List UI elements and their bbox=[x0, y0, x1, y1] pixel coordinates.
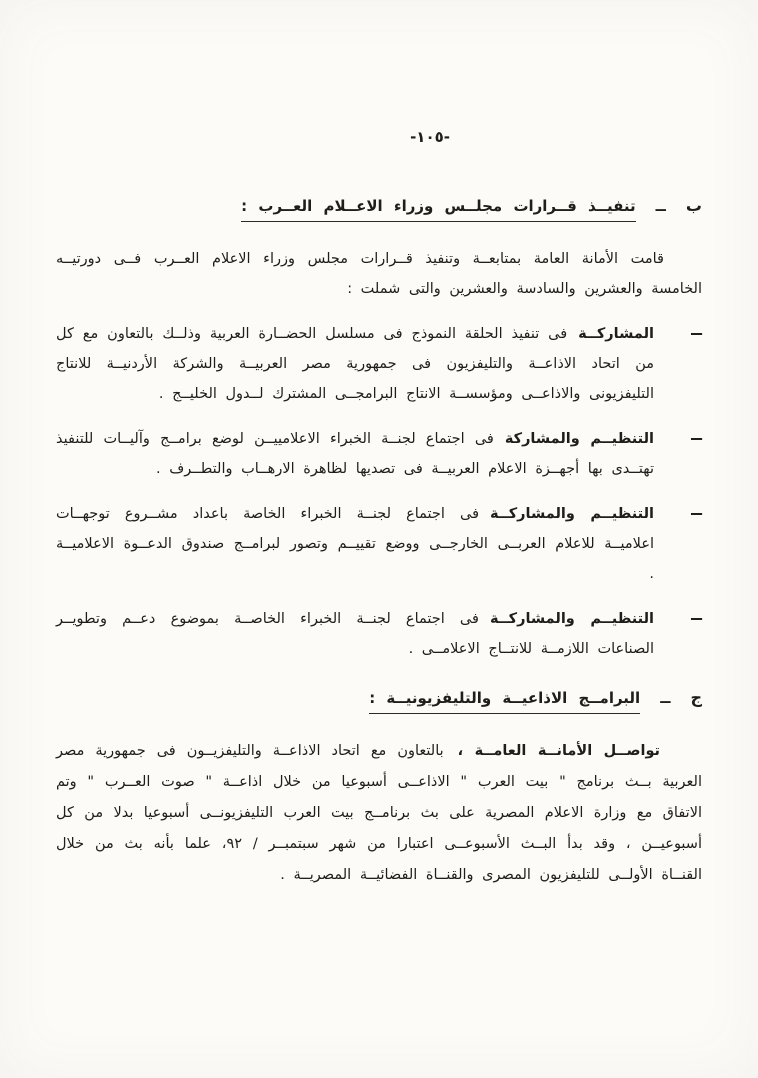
item-text: فى اجتماع لجنــة الخبراء الاعلامييــن لوضع برامــج وآليــات للتنفيذ تهتــدى بها أجهــزة الاعلام العربيــة فى تصديها لظاهرة الارهــاب والتطــرف . bbox=[56, 431, 654, 477]
section-c-marker-dash: ــ bbox=[660, 689, 671, 707]
item-dash: ــ bbox=[691, 605, 702, 624]
item-paragraph bbox=[56, 319, 654, 409]
item-dash: ــ bbox=[691, 320, 702, 339]
section-c-lead: تواصــل الأمانــة العامــة ، bbox=[457, 743, 661, 759]
page-number: -١٠٥- bbox=[410, 128, 450, 146]
item-lead: التنظيــم والمشاركــة bbox=[490, 506, 654, 522]
item-text: فى تنفيذ الحلقة النموذج فى مسلسل الحضــارة العربية وذلــك بالتعاون مع كل من اتحاد الاذاعــة والتليفزيون فى جمهورية مصر العربيــة والشركة الأردنيــة للانتاج التليفزيونى والاذاعــى ومؤسســة الانتاج البرامجــى المشترك لــدول الخليــج . bbox=[56, 326, 654, 402]
list-item bbox=[56, 319, 702, 409]
item-lead: التنظيــم والمشاركة bbox=[504, 431, 654, 447]
section-c-paragraph bbox=[56, 736, 702, 891]
section-b-intro: قامت الأمانة العامة بمتابعــة وتنفيذ قــرارات مجلس وزراء الاعلام العــرب فــى دورتيــه الخامسة والعشرين والسادسة والعشرين والتى شملت : bbox=[56, 251, 702, 297]
item-text: فى اجتماع لجنــة الخبراء الخاصــة بموضوع دعــم وتطويــر الصناعات اللازمــة للانتــاج الاعلامــى . bbox=[56, 611, 654, 657]
section-b-marker: ب bbox=[685, 196, 702, 215]
item-paragraph bbox=[56, 499, 654, 589]
item-lead: التنظيــم والمشاركــة bbox=[489, 611, 655, 627]
section-c-heading: البرامــج الاذاعيــة والتليفزيونيــة : bbox=[369, 689, 640, 714]
item-text: فى اجتماع لجنــة الخبراء الخاصة باعداد مشــروع توجهــات اعلاميــة للاعلام العربــى الخارجــى ووضع تقييــم وتصور لبرامــج صندوق الدعــوة الاعلاميــة . bbox=[56, 506, 654, 582]
item-lead: المشاركــة bbox=[578, 326, 654, 342]
list-item bbox=[56, 604, 702, 664]
section-c-heading-row bbox=[56, 688, 702, 714]
list-item bbox=[56, 424, 702, 484]
item-dash: ــ bbox=[691, 500, 702, 519]
section-b-heading: تنفيــذ قــرارات مجلــس وزراء الاعــلام العــرب : bbox=[241, 197, 636, 222]
section-c-text: بالتعاون مع اتحاد الاذاعــة والتليفزيــون فى جمهورية مصر العربية بــث برنامج " بيت العرب " الاذاعــى أسبوعيا من خلال اذاعــة " صوت العــرب " وتم الاتفاق مع وزارة الاعلام المصرية على بث برنامــج بيت العرب التليفزيونــى أسبوعيا بدلا من كل أسبوعيــن ، وقد بدأ البــث الأسبوعــى اعتبارا من شهر سبتمبــر / ٩٢، علما بأنه بث من خلال القنــاة الأولــى للتليفزيون المصرى والقنــاة الفضائيــة المصريــة . bbox=[56, 743, 702, 883]
section-b-heading-row bbox=[56, 196, 702, 222]
item-dash: ــ bbox=[691, 425, 702, 444]
item-paragraph bbox=[56, 604, 654, 664]
section-c-marker: ج bbox=[690, 688, 702, 707]
section-b-marker-dash: ــ bbox=[655, 197, 666, 215]
item-paragraph bbox=[56, 424, 654, 484]
list-item bbox=[56, 499, 702, 589]
